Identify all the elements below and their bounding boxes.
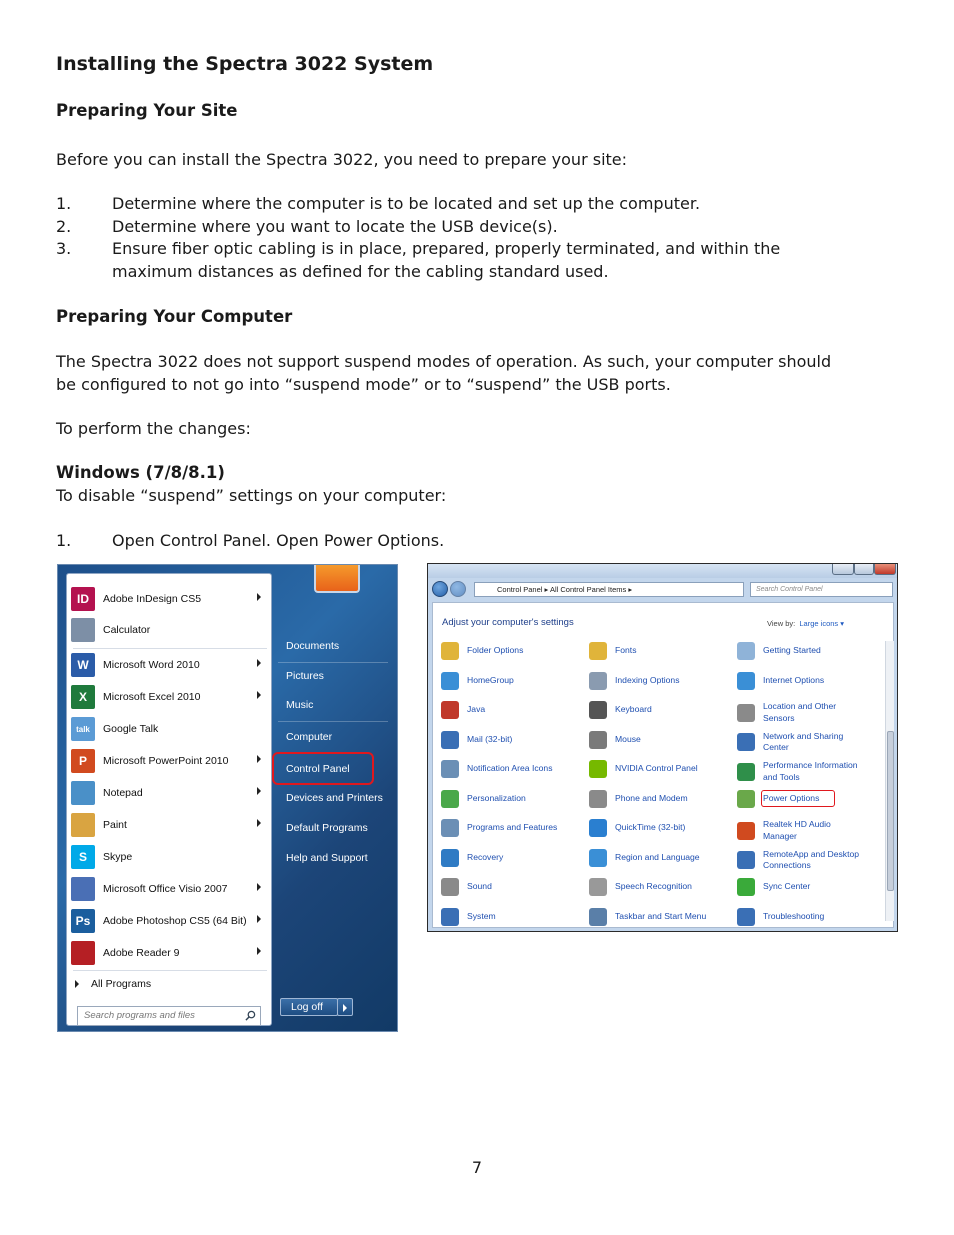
program-label: Skype [103,851,133,863]
menu-divider [278,721,388,722]
control-panel-item-label: Mouse [615,733,641,744]
start-menu-link[interactable]: Help and Support [286,852,368,864]
start-menu-screenshot [57,564,398,1032]
control-panel-item-icon [589,672,607,690]
control-panel-item-icon [737,733,755,751]
start-search-input[interactable] [77,1006,261,1026]
control-panel-item[interactable] [589,819,729,837]
start-menu-program[interactable] [71,584,269,614]
start-menu-program[interactable] [71,842,269,872]
page-title: Installing the Spectra 3022 System [56,53,434,75]
start-menu-program[interactable] [71,615,269,645]
control-panel-item-label: Java [467,704,486,715]
control-panel-item-icon [589,701,607,719]
control-panel-item-label: Region and Language [615,851,700,862]
program-label: Adobe Reader 9 [103,947,180,959]
all-programs-arrow-icon [75,980,79,988]
control-panel-item[interactable] [737,731,867,754]
list-text: Open Control Panel. Open Power Options. [112,531,445,550]
control-panel-item[interactable] [589,701,729,719]
list-number: 2. [56,217,72,236]
start-menu-program[interactable] [71,906,269,936]
menu-divider [73,648,267,649]
all-programs-item[interactable] [71,969,269,999]
control-panel-item-label: Keyboard [615,704,652,715]
start-menu-link[interactable]: Music [286,699,314,711]
control-panel-item-label: System [467,910,496,921]
list-number: 1. [56,531,72,550]
start-menu-program[interactable] [71,874,269,904]
address-bar[interactable]: Control Panel ▸ All Control Panel Items ▸ [474,582,744,597]
control-panel-item-icon [589,760,607,778]
program-label: Microsoft Word 2010 [103,659,200,671]
program-icon [71,781,95,805]
program-icon: P [71,749,95,773]
control-panel-item-label: Getting Started [763,645,821,656]
control-panel-item[interactable] [441,790,581,808]
back-icon[interactable] [432,581,448,597]
control-panel-item-icon [737,704,755,722]
start-menu-link[interactable]: Devices and Printers [286,792,383,804]
control-panel-item-icon [441,908,459,926]
program-icon: S [71,845,95,869]
program-label: Adobe Photoshop CS5 (64 Bit) [103,915,247,927]
program-label: Microsoft PowerPoint 2010 [103,755,229,767]
start-menu-link[interactable]: Computer [286,731,333,743]
control-panel-item-icon [441,672,459,690]
control-panel-item[interactable] [589,908,729,926]
list-item [56,216,856,239]
control-panel-item-label: Fonts [615,645,637,656]
program-icon: ID [71,587,95,611]
start-menu-program[interactable] [71,746,269,776]
control-panel-item-icon [589,908,607,926]
control-panel-item-label: Phone and Modem [615,792,688,803]
control-panel-item[interactable] [441,672,581,690]
control-panel-item-label: Realtek HD Audio Manager [763,819,831,841]
control-panel-item-icon [737,878,755,896]
start-menu-link[interactable]: Default Programs [286,822,368,834]
control-panel-item[interactable] [737,642,867,660]
page-number: 7 [471,1158,483,1177]
control-panel-item[interactable] [589,760,729,778]
control-panel-item-label: Troubleshooting [763,910,825,921]
windows-heading: Windows (7/8/8.1) [56,463,225,482]
control-panel-item-label: QuickTime (32-bit) [615,822,686,833]
control-panel-items-pane [432,602,894,928]
computer-paragraph: The Spectra 3022 does not support suspend modes of operation. As such, your computer should be configured to not go into “suspend mode” or to “suspend” the USB ports. [56,352,832,394]
list-number: 3. [56,239,72,258]
control-panel-item-label: Recovery [467,851,504,862]
control-panel-item[interactable] [441,701,581,719]
control-panel-item-icon [589,849,607,867]
control-panel-item[interactable] [737,878,867,896]
control-panel-item[interactable] [737,819,867,842]
control-panel-item[interactable] [441,819,581,837]
control-panel-item[interactable] [589,790,729,808]
control-panel-item-icon [441,819,459,837]
control-panel-item-icon [737,851,755,869]
shutdown-options-arrow-icon[interactable] [337,998,353,1016]
control-panel-item-label: RemoteApp and Desktop Connections [763,848,860,870]
control-panel-item[interactable] [737,672,867,690]
control-panel-item-icon [441,878,459,896]
view-by-label: View by: [767,619,796,628]
start-menu-link[interactable]: Pictures [286,670,324,682]
control-panel-item-label: HomeGroup [467,674,514,685]
start-menu-programs-pane [66,573,272,1026]
control-panel-item-icon [589,878,607,896]
program-label: Google Talk [103,723,159,735]
submenu-arrow-icon[interactable] [257,819,261,827]
control-panel-item-label: Internet Options [763,674,825,685]
menu-divider [278,662,388,663]
program-icon: talk [71,717,95,741]
program-icon [71,618,95,642]
program-label: Adobe InDesign CS5 [103,593,202,605]
program-icon [71,941,95,965]
submenu-arrow-icon[interactable] [257,659,261,667]
control-panel-item-icon [589,790,607,808]
list-item [56,238,856,284]
list-text: Determine where you want to locate the USB device(s). [112,217,558,236]
list-text: Determine where the computer is to be located and set up the computer. [112,194,701,213]
control-panel-item[interactable] [737,908,867,926]
view-by-dropdown[interactable]: Large icons ▾ [799,619,845,628]
control-panel-item[interactable] [441,849,581,867]
control-panel-item[interactable] [589,878,729,896]
control-panel-item-label: Taskbar and Start Menu [615,910,707,921]
program-icon [71,813,95,837]
control-panel-item-icon [589,731,607,749]
program-icon [71,877,95,901]
control-panel-item-icon [441,790,459,808]
control-panel-item[interactable] [737,849,867,872]
forward-icon[interactable] [450,581,466,597]
control-panel-item-label: Power Options [763,792,820,803]
control-panel-item-icon [441,760,459,778]
search-icon[interactable] [245,1010,256,1021]
submenu-arrow-icon[interactable] [257,593,261,601]
control-panel-item[interactable] [441,878,581,896]
control-panel-item-label: Sound [467,881,492,892]
control-panel-item-label: Performance Information and Tools [763,760,858,782]
program-label: Paint [103,819,127,831]
control-panel-item-icon [589,642,607,660]
control-panel-heading: Adjust your computer's settings [442,617,574,628]
control-panel-item-icon [737,672,755,690]
program-label: Calculator [103,624,151,636]
start-menu-program[interactable] [71,938,269,968]
program-label: Microsoft Excel 2010 [103,691,201,703]
control-panel-item-icon [441,642,459,660]
site-heading: Preparing Your Site [56,101,238,120]
program-label: Notepad [103,787,143,799]
control-panel-item-icon [589,819,607,837]
windows-intro: To disable “suspend” settings on your computer: [56,486,447,505]
control-panel-item[interactable] [441,908,581,926]
program-icon: X [71,685,95,709]
control-panel-item[interactable] [441,760,581,778]
control-panel-item[interactable] [589,731,729,749]
control-panel-item[interactable] [441,642,581,660]
start-menu-program[interactable] [71,682,269,712]
control-panel-item-label: Folder Options [467,645,524,656]
program-icon: Ps [71,909,95,933]
control-panel-item-label: Notification Area Icons [467,763,553,774]
control-panel-item-label: Indexing Options [615,674,680,685]
control-panel-item-label: NVIDIA Control Panel [615,763,698,774]
scrollbar[interactable] [885,641,894,921]
control-panel-item-icon [441,849,459,867]
control-panel-item-label: Sync Center [763,881,811,892]
control-panel-item[interactable] [589,642,729,660]
start-menu-program[interactable] [71,778,269,808]
start-menu-program[interactable] [71,650,269,680]
control-panel-item-icon [441,701,459,719]
list-item [56,530,856,553]
search-placeholder: Search programs and files [84,1010,195,1021]
start-menu-link[interactable]: Control Panel [286,763,350,775]
submenu-arrow-icon[interactable] [257,787,261,795]
control-panel-item[interactable] [441,731,581,749]
control-panel-item-icon [737,908,755,926]
control-panel-screenshot [427,563,898,932]
control-panel-item-icon [737,763,755,781]
list-item [56,193,856,216]
control-panel-item-label: Location and Other Sensors [763,701,837,723]
control-panel-item[interactable] [589,849,729,867]
control-panel-item[interactable] [737,701,867,724]
list-number: 1. [56,194,72,213]
view-by [767,619,844,628]
user-picture [314,565,360,593]
control-panel-item-label: Speech Recognition [615,881,692,892]
control-panel-search-input[interactable]: Search Control Panel [750,582,893,597]
submenu-arrow-icon[interactable] [257,691,261,699]
start-menu-program[interactable] [71,810,269,840]
program-label: Microsoft Office Visio 2007 [103,883,228,895]
close-icon[interactable] [874,564,896,575]
control-panel-item-icon [441,731,459,749]
control-panel-item[interactable] [737,760,867,783]
program-icon: W [71,653,95,677]
submenu-arrow-icon[interactable] [257,915,261,923]
control-panel-item-icon [737,822,755,840]
start-menu-link[interactable]: Documents [286,640,340,652]
power-options-highlight [761,790,835,807]
all-programs-label: All Programs [91,978,152,990]
log-off-button[interactable]: Log off [280,998,338,1016]
window-titlebar [428,564,897,578]
control-panel-item-icon [737,642,755,660]
control-panel-item-label: Network and Sharing Center [763,730,844,752]
control-panel-item-label: Mail (32-bit) [467,733,513,744]
control-panel-item-label: Programs and Features [467,822,558,833]
maximize-icon[interactable] [854,564,874,575]
control-panel-item[interactable] [589,672,729,690]
site-intro: Before you can install the Spectra 3022, you need to prepare your site: [56,150,628,169]
submenu-arrow-icon[interactable] [257,755,261,763]
computer-heading: Preparing Your Computer [56,307,293,326]
minimize-icon[interactable] [832,564,854,575]
control-panel-item-icon [737,790,755,808]
submenu-arrow-icon[interactable] [257,947,261,955]
submenu-arrow-icon[interactable] [257,883,261,891]
control-panel-item-label: Personalization [467,792,526,803]
start-menu-program[interactable] [71,714,269,744]
perform-text: To perform the changes: [56,419,251,438]
list-text: Ensure fiber optic cabling is in place, prepared, properly terminated, and within the maximum distances as defined for the cabling standard used. [112,239,781,281]
scrollbar-thumb[interactable] [887,731,894,891]
